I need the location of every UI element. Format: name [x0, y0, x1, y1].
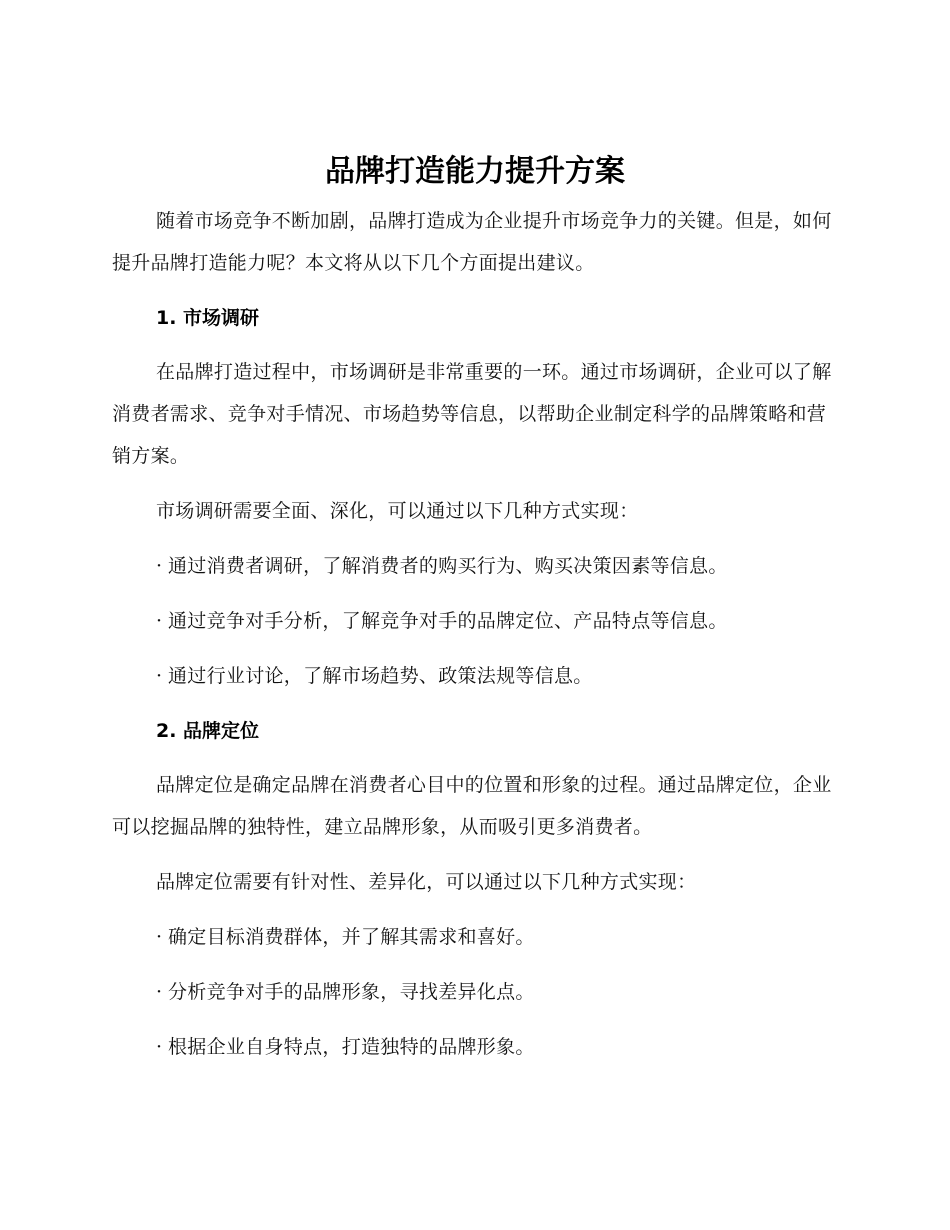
- section-lead: 品牌定位需要有针对性、差异化，可以通过以下几种方式实现：: [156, 871, 697, 893]
- intro-paragraph: 随着市场竞争不断加剧，品牌打造成为企业提升市场竞争力的关键。但是，如何提升品牌打造能力呢？本文将从以下几个方面提出建议。: [112, 210, 832, 274]
- section-heading-brand-positioning: 2. 品牌定位: [156, 720, 260, 742]
- list-item: [112, 1026, 832, 1068]
- list-item-text: 通过消费者调研，了解消费者的购买行为、购买决策因素等信息。: [168, 555, 728, 577]
- bullet-icon: ·: [156, 610, 163, 632]
- section-lead: 市场调研需要全面、深化，可以通过以下几种方式实现：: [156, 500, 639, 522]
- list-item: [112, 971, 832, 1013]
- bullet-icon: ·: [156, 981, 163, 1003]
- section-paragraph: 在品牌打造过程中，市场调研是非常重要的一环。通过市场调研，企业可以了解消费者需求、竞争对手情况、市场趋势等信息，以帮助企业制定科学的品牌策略和营销方案。: [112, 361, 832, 467]
- list-item: [112, 600, 832, 642]
- list-item: [112, 545, 832, 587]
- section-heading-market-research: 1. 市场调研: [156, 307, 260, 329]
- list-item-text: 通过竞争对手分析，了解竞争对手的品牌定位、产品特点等信息。: [168, 610, 728, 632]
- bullet-icon: ·: [156, 665, 163, 687]
- list-item: [112, 916, 832, 958]
- bullet-icon: ·: [156, 555, 163, 577]
- bullet-icon: ·: [156, 1036, 163, 1058]
- list-item-text: 根据企业自身特点，打造独特的品牌形象。: [168, 1036, 535, 1058]
- section-paragraph: 品牌定位是确定品牌在消费者心目中的位置和形象的过程。通过品牌定位，企业可以挖掘品牌的独特性，建立品牌形象，从而吸引更多消费者。: [112, 774, 832, 838]
- document-body: [112, 200, 832, 1081]
- list-item: [112, 655, 832, 697]
- document-title: 品牌打造能力提升方案: [325, 154, 625, 189]
- list-item-text: 通过行业讨论，了解市场趋势、政策法规等信息。: [168, 665, 593, 687]
- list-item-text: 分析竞争对手的品牌形象，寻找差异化点。: [168, 981, 535, 1003]
- bullet-icon: ·: [156, 926, 163, 948]
- list-item-text: 确定目标消费群体，并了解其需求和喜好。: [168, 926, 535, 948]
